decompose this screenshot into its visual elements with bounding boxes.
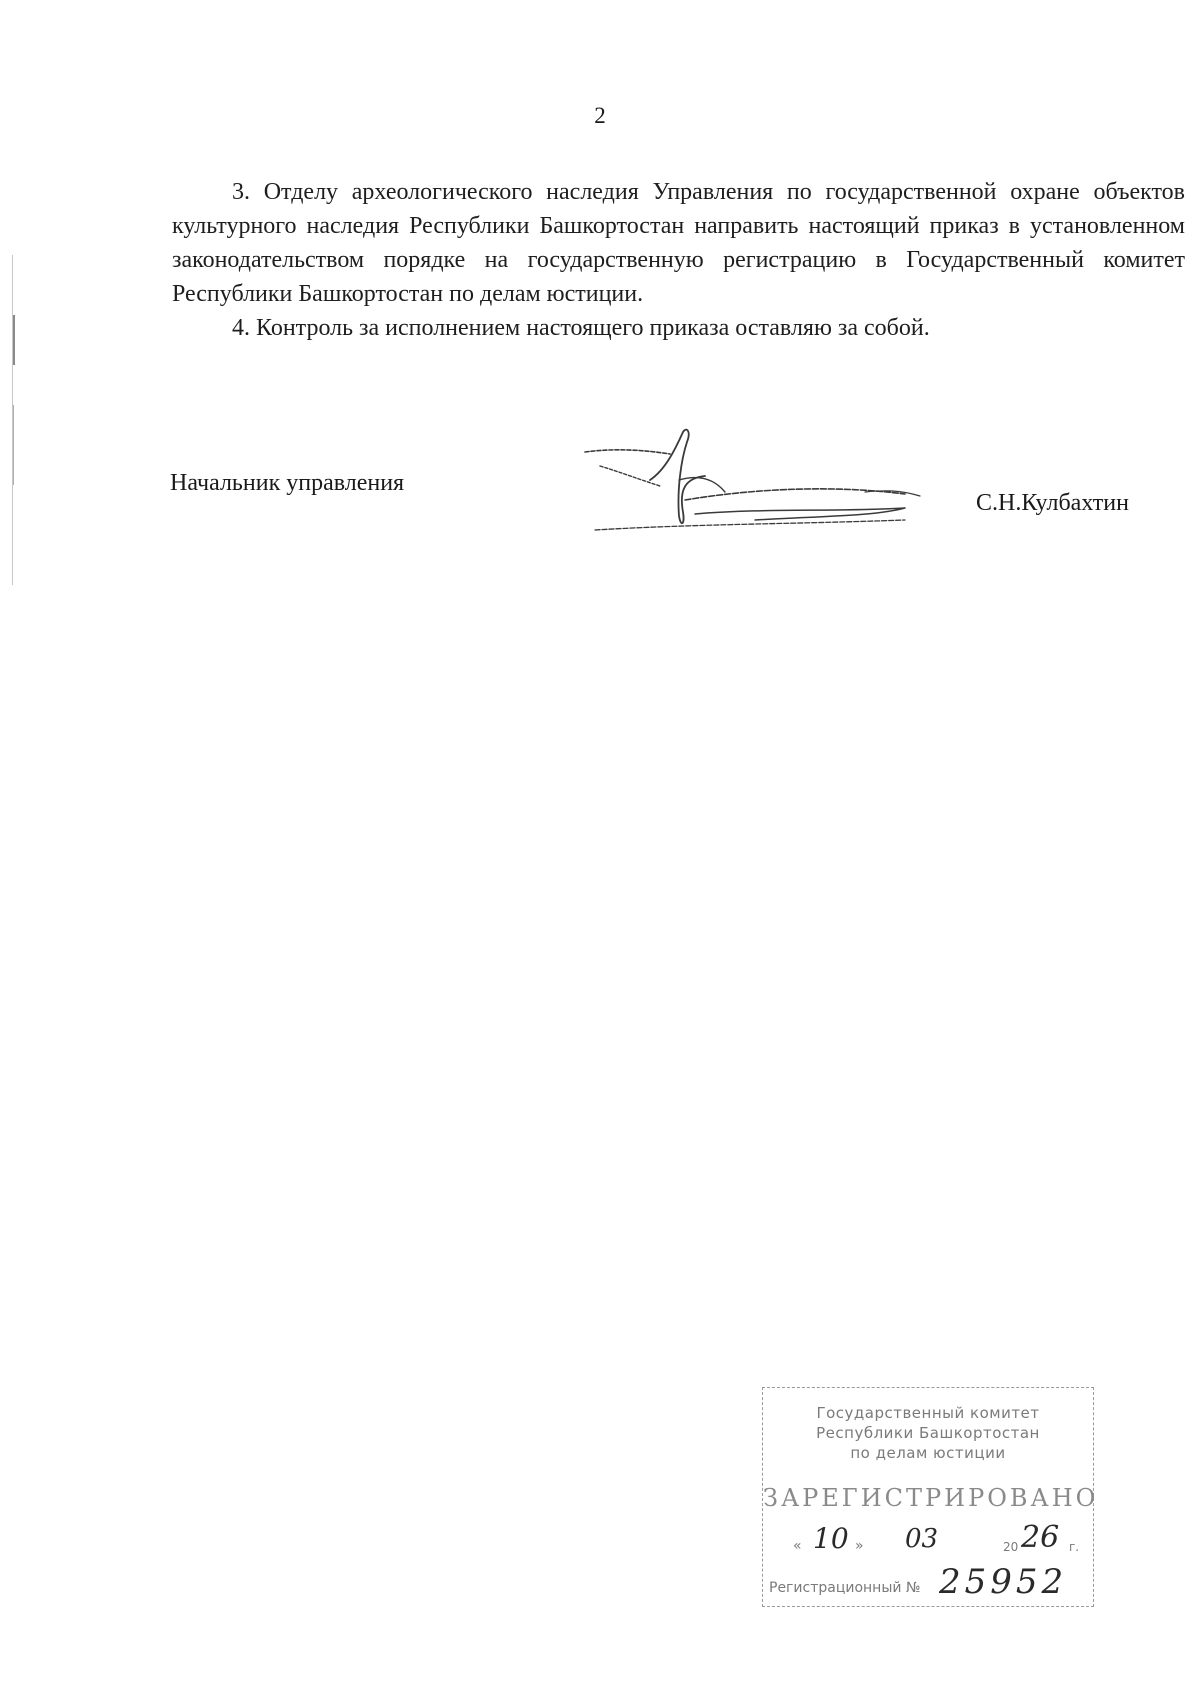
document-body [172,175,1185,345]
handwritten-signature [575,420,955,545]
position-title: Начальник управления [170,470,405,496]
registration-stamp [762,1387,1099,1607]
stamp-regnum-label: Регистрационный № [769,1580,921,1596]
stamp-open-quote: « [793,1538,802,1554]
signature-block [0,460,1200,540]
stamp-year-suffix: г. [1069,1540,1080,1554]
signer-name: С.Н.Кулбахтин [976,490,1129,516]
stamp-regnum-value: 25952 [939,1562,1068,1602]
paragraph-item-3: 3. Отделу археологического наследия Управления по государственной охране объектов культурного наследия Республики Башкортостан направить настоящий приказ в установленном законодательством порядке на государственную регистрацию в Государственный комитет Республики Башкортостан по делам юстиции. [172,179,1185,307]
stamp-org-line-3: по делам юстиции [850,1444,1006,1462]
stamp-date [793,1520,1093,1564]
stamp-close-quote: » [855,1538,864,1554]
paragraph-item-4: 4. Контроль за исполнением настоящего приказа оставляю за собой. [232,315,930,341]
stamp-year-prefix: 20 [1003,1540,1019,1554]
stamp-day: 10 [813,1522,849,1555]
stamp-org-line-1: Государственный комитет [816,1404,1040,1422]
stamp-registered-label: ЗАРЕГИСТРИРОВАНО [763,1484,1099,1512]
stamp-org-line-2: Республики Башкортостан [816,1424,1040,1442]
page-number: 2 [594,103,606,128]
stamp-month: 03 [905,1524,939,1554]
stamp-year: 26 [1021,1520,1060,1555]
stamp-registration-number [769,1562,1089,1604]
